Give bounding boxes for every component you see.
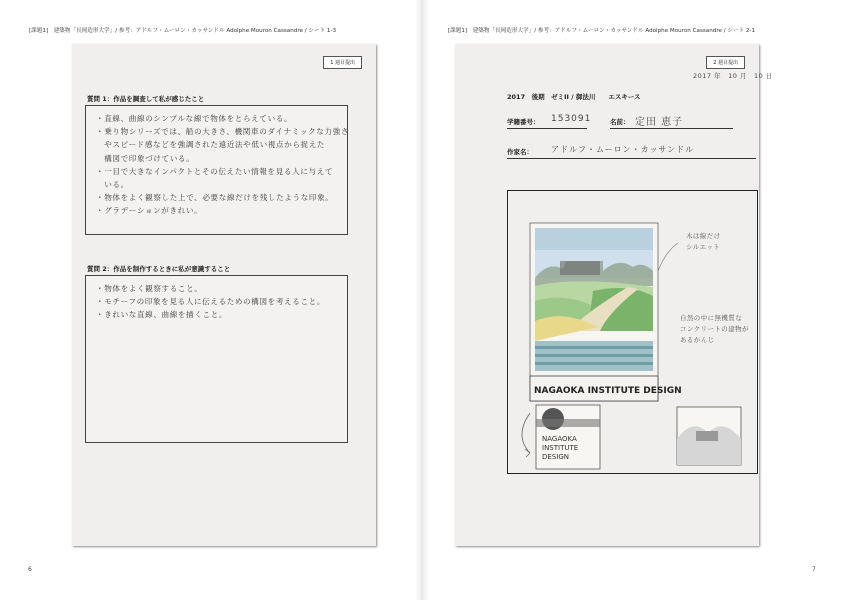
author-label: 作家名： [507,148,533,156]
q1-line: いる。 [96,180,129,190]
sketch-note-line: 木は線だけ [686,232,721,240]
q1-line: ・一目で大きなインパクトとその伝えたい情報を見る人に与えて [96,166,334,176]
sketch-note-line: あるかんじ [680,336,715,344]
q2-line: ・きれいな直線、曲線を描くこと。 [96,310,228,320]
thumb-text-line: NAGAOKA [542,435,577,443]
question-1-title: 質問 1：作品を調査して私が感じたこと [87,95,205,103]
sketch-note-line: 自然の中に無機質な [680,314,743,322]
q2-line: ・モチーフの印象を見る人に伝えるための構図を考えること。 [96,297,326,307]
student-id-label: 学籍番号： [507,118,540,126]
left-page-header: [課題1] 建築物「長岡造形大学」/ 参考：アドルフ・ムーロン・カッサンドル Adolphe Mouron Cassandre / シート 1-3 [29,28,337,34]
thumb-text-line: INSTITUTE [542,444,579,452]
author-underline [507,158,756,159]
right-page-header: [課題1] 建築物「長岡造形大学」/ 参考：アドルフ・ムーロン・カッサンドル Adolphe Mouron Cassandre / シート 2-1 [448,28,756,34]
sketch-note-line: シルエット [686,243,721,251]
course-line: 2017 後期 ゼミII / 御法川 エスキース [507,93,641,101]
author-value: アドルフ・ムーロン・カッサンドル [551,145,695,154]
name-underline [610,128,733,129]
question-1-answer-box [85,105,348,235]
student-id-underline [507,128,587,129]
right-worksheet [455,44,773,546]
q1-line: ・乗り物シリーズでは、船の大きさ、機関車のダイナミックな力強さ [96,127,350,137]
sketch-note-middle [680,313,749,346]
right-submission-badge: 2 週目提出 [706,56,745,69]
right-page-number: 7 [812,566,816,573]
name-label: 名前： [610,118,630,126]
q2-line: ・物体をよく観察すること。 [96,284,203,293]
left-worksheet [72,44,376,546]
student-id-value: 153091 [551,114,592,124]
question-2-answer-box [85,275,348,443]
left-page-number: 6 [28,566,32,573]
sketch-note-top [686,231,721,253]
q1-line: 構図で印象づけている。 [96,153,195,163]
question-2-title: 質問 2：作品を制作するときに私が意識すること [87,265,231,273]
q1-line: ・直線、曲線のシンプルな線で物体をとらえている。 [96,114,293,123]
date-text: 2017 年 10 月 10 日 [693,72,773,80]
q1-line: やスピード感などを強調された遠近法や低い視点から捉えた [96,140,326,150]
thumb-text-line: DESIGN [542,453,569,461]
q1-line: ・グラデーションがきれい。 [96,206,203,216]
name-value: 定田 恵子 [635,117,684,128]
left-submission-badge: 1 週目提出 [323,56,362,69]
sketch-frame [507,190,758,474]
book-gutter [415,0,429,600]
sketch-note-line: コンクリートの建物が [680,325,749,333]
poster-title-text: NAGAOKA INSTITUTE DESIGN [534,386,682,396]
q1-line: ・物体をよく観察した上で、必要な線だけを残したような印象。 [96,193,334,203]
